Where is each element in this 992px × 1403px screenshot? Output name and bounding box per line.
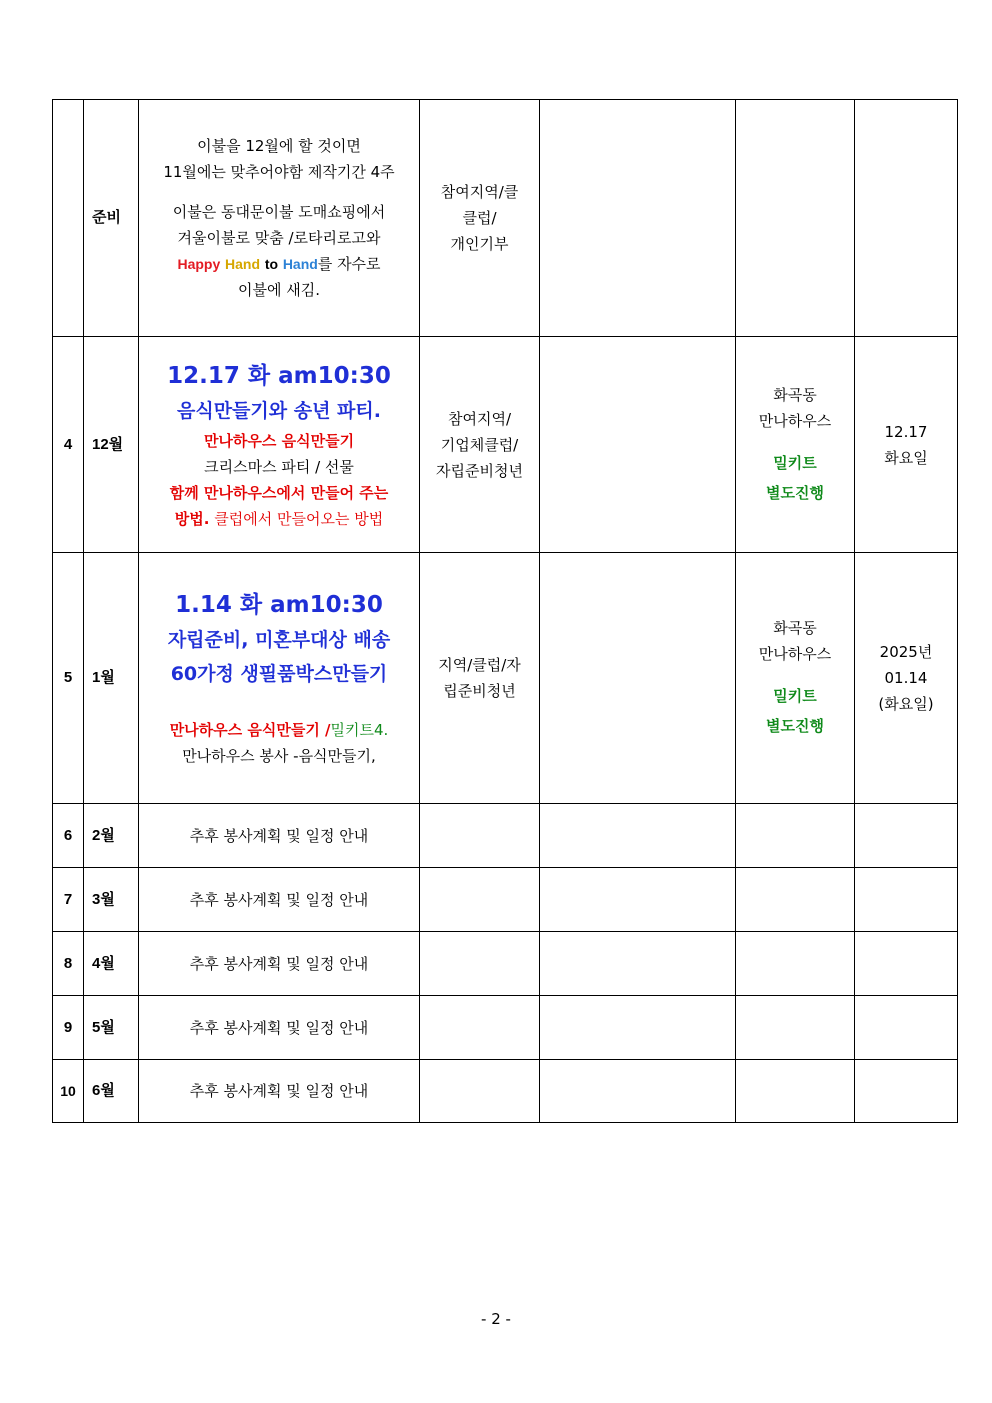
place-cell	[736, 996, 855, 1060]
row-content	[139, 100, 420, 337]
participants-cell	[420, 337, 540, 553]
content-line: 이불을 12월에 할 것이면	[197, 137, 361, 155]
content-line: 11월에는 맞추어야함 제작기간 4주	[163, 163, 395, 181]
event-title: 음식만들기와 송년 파티.	[177, 399, 381, 422]
event-title: 자립준비, 미혼부대상 배송	[167, 629, 391, 651]
event-headline: 1.14 화 am10:30	[175, 592, 383, 618]
page-number: - 2 -	[481, 1310, 511, 1328]
date-cell	[855, 932, 958, 996]
participants-line: 지역/클럽/자	[438, 656, 521, 674]
row-number: 8	[53, 932, 84, 996]
content-line	[139, 717, 419, 743]
date-cell	[855, 868, 958, 932]
table-row	[53, 868, 958, 932]
empty-cell	[540, 1060, 736, 1123]
participants-line: 자립준비청년	[436, 461, 523, 480]
row-month: 준비	[84, 100, 139, 337]
table-row	[53, 996, 958, 1060]
content-line: 만나하우스 음식만들기	[203, 431, 355, 450]
row-number	[53, 100, 84, 337]
empty-cell	[540, 868, 736, 932]
row-content: 추후 봉사계획 및 일정 안내	[139, 804, 420, 868]
empty-cell	[540, 996, 736, 1060]
place-cell	[736, 868, 855, 932]
content-bold-part: 방법.	[174, 509, 210, 528]
place-line: 화곡동	[773, 619, 817, 637]
row-month: 2월	[84, 804, 139, 868]
place-cell	[736, 553, 855, 804]
content-green-part: 밀키트4.	[330, 721, 389, 739]
embroidery-line	[139, 251, 419, 277]
place-cell	[736, 1060, 855, 1123]
row-number: 7	[53, 868, 84, 932]
embroidery-suffix: 를 자수로	[317, 255, 381, 273]
table-row	[53, 553, 958, 804]
content-line: 겨울이불로 맞춤 /로타리로고와	[177, 229, 381, 247]
table-row	[53, 1060, 958, 1123]
place-cell	[736, 100, 855, 337]
row-content: 추후 봉사계획 및 일정 안내	[139, 868, 420, 932]
row-content	[139, 337, 420, 553]
hand-text-1: Hand	[225, 256, 261, 272]
empty-cell	[540, 337, 736, 553]
row-month: 3월	[84, 868, 139, 932]
place-note: 별도진행	[766, 483, 824, 502]
table-row	[53, 100, 958, 337]
participants-line: 참여지역/클	[440, 183, 519, 201]
participants-line: 기업체클럽/	[440, 435, 519, 454]
row-month: 5월	[84, 996, 139, 1060]
date-line: 2025년	[879, 643, 933, 661]
row-number: 10	[53, 1060, 84, 1123]
table-row	[53, 932, 958, 996]
participants-line: 립준비청년	[443, 682, 516, 700]
row-content: 추후 봉사계획 및 일정 안내	[139, 1060, 420, 1123]
content-line: 이불은 동대문이불 도매쇼핑에서	[172, 203, 386, 221]
content-line: 함께 만나하우스에서 만들어 주는	[169, 483, 389, 502]
content-line: 크리스마스 파티 / 선물	[204, 457, 354, 476]
row-number: 9	[53, 996, 84, 1060]
place-note: 밀키트	[773, 453, 817, 472]
date-cell	[855, 996, 958, 1060]
participants-cell	[420, 996, 540, 1060]
row-content	[139, 553, 420, 804]
empty-cell	[540, 553, 736, 804]
row-number: 6	[53, 804, 84, 868]
content-rest-part: 클럽에서 만들어오는 방법	[209, 509, 384, 528]
row-month: 1월	[84, 553, 139, 804]
place-cell	[736, 804, 855, 868]
row-number: 4	[53, 337, 84, 553]
date-line: 화요일	[884, 448, 928, 467]
date-line: 12.17	[884, 422, 928, 441]
hand-text-2: Hand	[282, 256, 318, 272]
content-line: 만나하우스 봉사 -음식만들기,	[182, 747, 376, 765]
event-title: 60가정 생필품박스만들기	[170, 663, 388, 685]
place-cell	[736, 337, 855, 553]
table-row	[53, 337, 958, 553]
row-month: 6월	[84, 1060, 139, 1123]
date-cell	[855, 100, 958, 337]
participants-line: 개인기부	[450, 235, 509, 253]
empty-cell	[540, 932, 736, 996]
event-headline: 12.17 화 am10:30	[167, 362, 391, 389]
table-row	[53, 804, 958, 868]
date-line: (화요일)	[878, 695, 934, 713]
date-cell	[855, 337, 958, 553]
place-line: 화곡동	[773, 385, 817, 404]
row-month: 12월	[84, 337, 139, 553]
content-line	[139, 506, 419, 532]
row-month: 4월	[84, 932, 139, 996]
place-line: 만나하우스	[758, 645, 832, 663]
content-line: 이불에 새김.	[238, 281, 320, 299]
participants-cell	[420, 868, 540, 932]
schedule-table	[52, 99, 958, 1123]
empty-cell	[540, 100, 736, 337]
content-red-part: 만나하우스 음식만들기 /	[169, 721, 331, 739]
participants-cell	[420, 1060, 540, 1123]
date-cell	[855, 804, 958, 868]
participants-line: 참여지역/	[447, 409, 511, 428]
place-line: 만나하우스	[758, 411, 832, 430]
row-number: 5	[53, 553, 84, 804]
participants-cell	[420, 553, 540, 804]
happy-text: Happy	[177, 256, 221, 272]
to-text: to	[264, 256, 279, 272]
participants-line: 클럽/	[462, 209, 497, 227]
place-note: 별도진행	[766, 717, 824, 735]
participants-cell	[420, 100, 540, 337]
date-cell	[855, 553, 958, 804]
row-content: 추후 봉사계획 및 일정 안내	[139, 996, 420, 1060]
empty-cell	[540, 804, 736, 868]
place-cell	[736, 932, 855, 996]
row-content: 추후 봉사계획 및 일정 안내	[139, 932, 420, 996]
date-line: 01.14	[884, 669, 928, 687]
place-note: 밀키트	[773, 687, 817, 705]
date-cell	[855, 1060, 958, 1123]
participants-cell	[420, 804, 540, 868]
participants-cell	[420, 932, 540, 996]
